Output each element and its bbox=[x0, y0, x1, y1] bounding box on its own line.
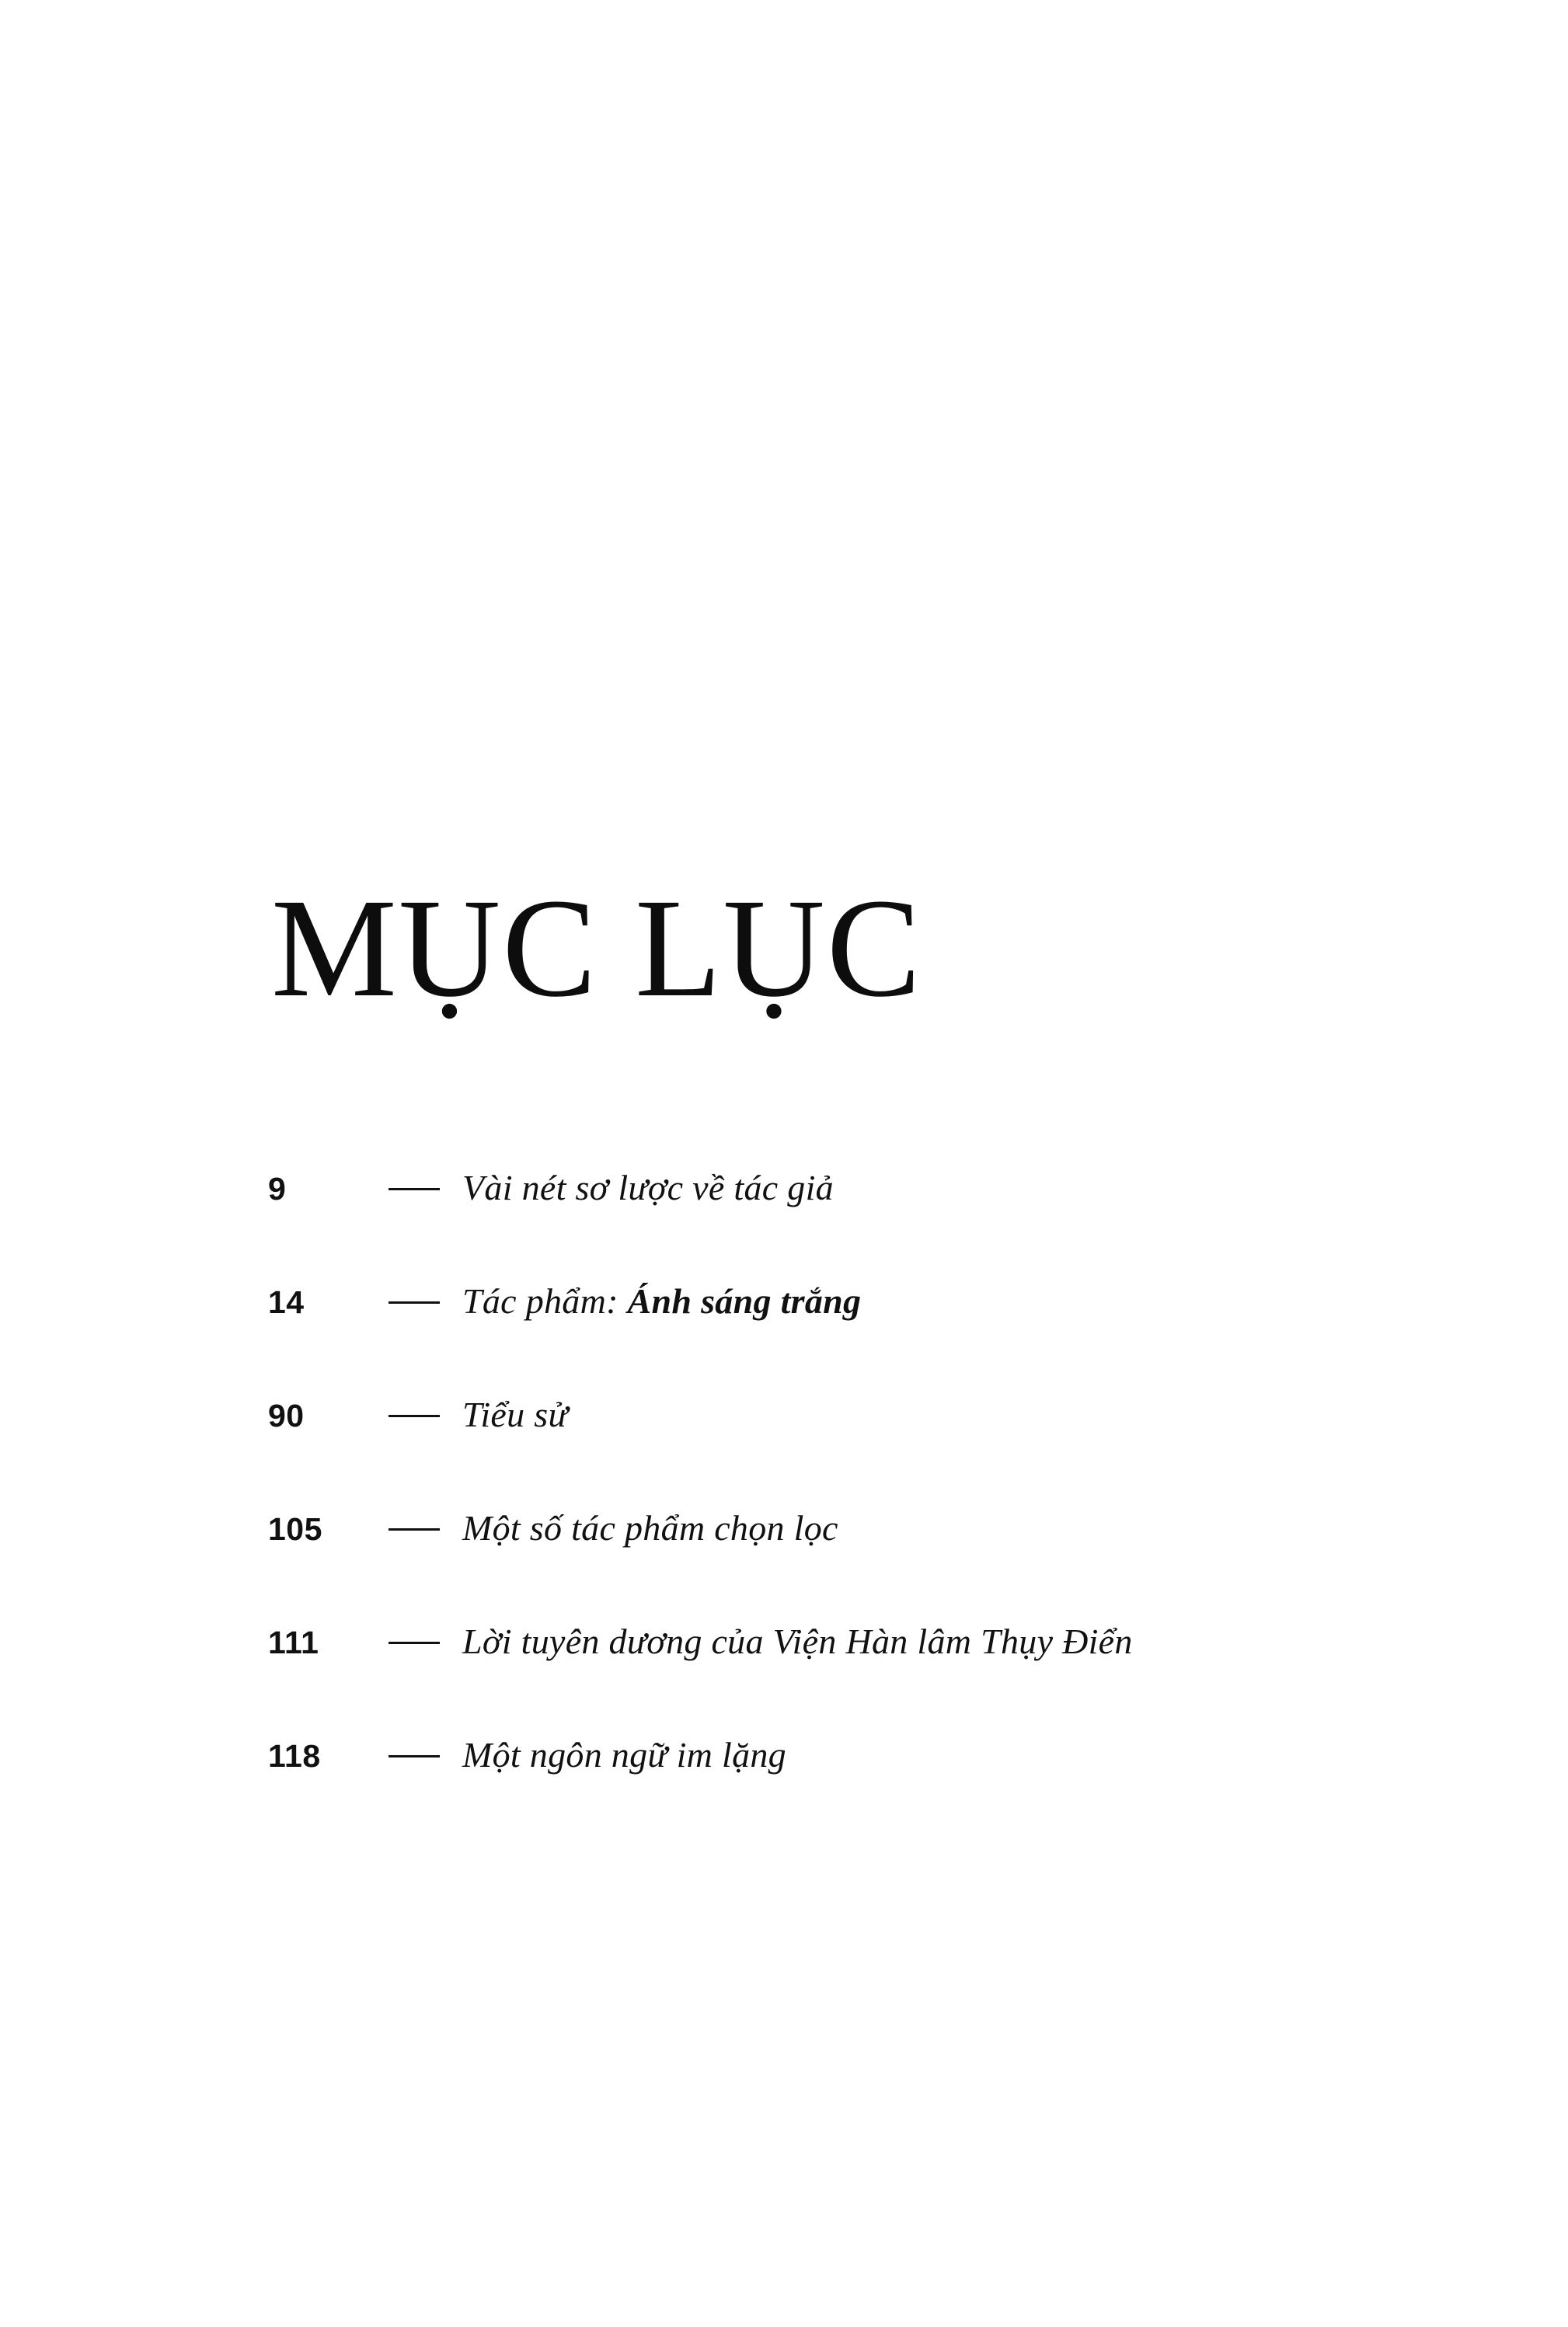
toc-page-number: 105 bbox=[268, 1511, 322, 1547]
toc-entry-text: Tác phẩm: bbox=[462, 1281, 628, 1321]
toc-entry-emphasis: Ánh sáng trắng bbox=[627, 1281, 862, 1321]
dash-icon bbox=[389, 1756, 462, 1757]
dash-icon bbox=[389, 1529, 462, 1530]
dash-icon bbox=[389, 1189, 462, 1190]
list-item[interactable] bbox=[268, 1621, 1395, 1734]
list-item[interactable] bbox=[268, 1394, 1395, 1507]
table-of-contents bbox=[268, 870, 1395, 1848]
toc-entry-text: Một ngôn ngữ im lặng bbox=[462, 1735, 786, 1775]
toc-entry-text: Lời tuyên dương của Viện Hàn lâm Thụy Điển bbox=[462, 1622, 1133, 1661]
toc-page-number: 90 bbox=[268, 1398, 305, 1433]
list-item[interactable] bbox=[268, 1734, 1395, 1848]
toc-page-number: 14 bbox=[268, 1284, 305, 1320]
toc-list bbox=[268, 1167, 1395, 1848]
toc-entry-label bbox=[462, 1734, 1395, 1775]
toc-entry-text: Vài nét sơ lược về tác giả bbox=[462, 1168, 834, 1207]
page-title: MỤC LỤC bbox=[271, 870, 923, 1026]
toc-entry-label bbox=[462, 1621, 1395, 1662]
dash-icon bbox=[389, 1642, 462, 1643]
toc-entry-label bbox=[462, 1167, 1395, 1208]
toc-page-number: 118 bbox=[268, 1738, 321, 1774]
toc-entry-text: Tiểu sử bbox=[462, 1395, 568, 1434]
list-item[interactable] bbox=[268, 1507, 1395, 1621]
toc-page-number: 111 bbox=[268, 1625, 319, 1660]
list-item[interactable] bbox=[268, 1280, 1395, 1394]
toc-entry-label bbox=[462, 1280, 1395, 1322]
dash-icon bbox=[389, 1302, 462, 1303]
toc-entry-label bbox=[462, 1507, 1395, 1548]
toc-entry-label bbox=[462, 1394, 1395, 1435]
toc-entry-text: Một số tác phẩm chọn lọc bbox=[462, 1508, 838, 1548]
list-item[interactable] bbox=[268, 1167, 1395, 1280]
toc-page-number: 9 bbox=[268, 1171, 287, 1207]
